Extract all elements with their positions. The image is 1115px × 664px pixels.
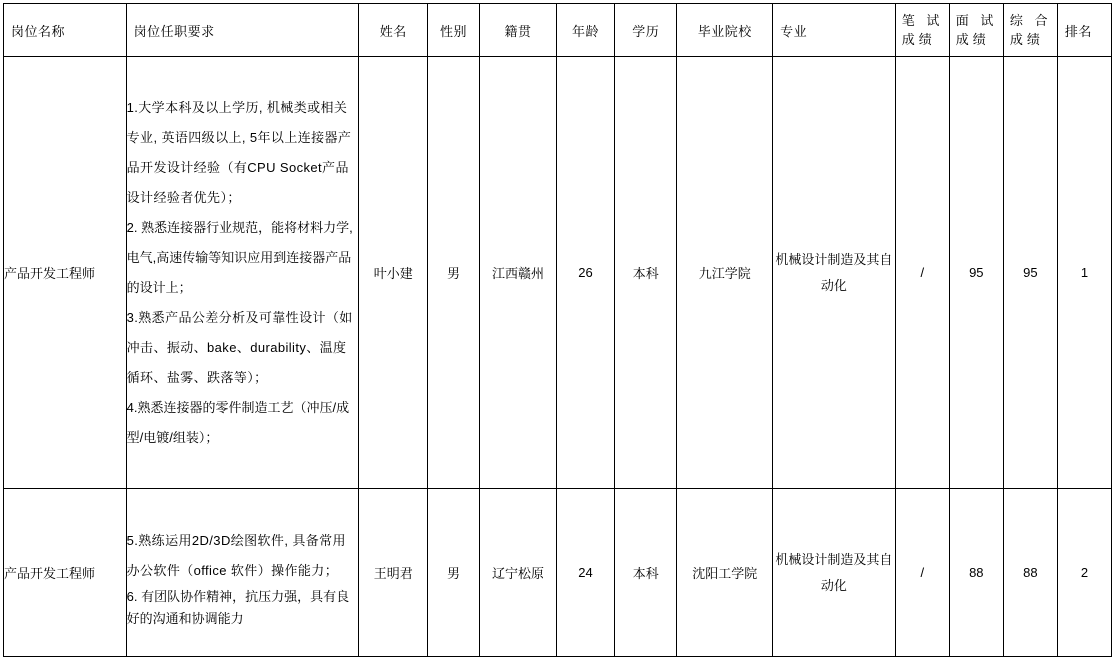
cell-rank: 1 xyxy=(1057,57,1111,489)
header-requirements: 岗位任职要求 xyxy=(126,4,359,57)
header-interview-score-line2: 成绩 xyxy=(955,32,990,47)
cell-age: 26 xyxy=(556,57,614,489)
header-total-score xyxy=(1003,4,1057,57)
cell-native-place: 江西赣州 xyxy=(480,57,557,489)
cell-gender: 男 xyxy=(428,57,480,489)
header-major: 专业 xyxy=(773,4,896,57)
table-row xyxy=(4,489,1112,657)
cell-native-place: 辽宁松原 xyxy=(480,489,557,657)
requirement-item: 2. 熟悉连接器行业规范，能将材料力学,电气,高速传输等知识应用到连接器产品的设计上； xyxy=(126,219,353,295)
requirement-item: 3.熟悉产品公差分析及可靠性设计（如冲击、振动、bake、durability、温度循环、盐雾、跌落等）； xyxy=(126,309,353,385)
cell-school: 九江学院 xyxy=(677,57,773,489)
cell-major: 机械设计制造及其自动化 xyxy=(773,57,896,489)
header-name: 姓名 xyxy=(359,4,428,57)
cell-rank: 2 xyxy=(1057,489,1111,657)
cell-name: 王明君 xyxy=(359,489,428,657)
header-post: 岗位名称 xyxy=(4,4,127,57)
cell-requirements xyxy=(126,489,359,657)
requirement-item: 5.熟练运用2D/3D绘图软件, 具备常用办公软件（office 软件）操作能力； xyxy=(126,532,346,578)
header-native-place: 籍贯 xyxy=(480,4,557,57)
cell-total-score: 88 xyxy=(1003,489,1057,657)
header-written-score-line2: 成绩 xyxy=(901,32,936,47)
header-education: 学历 xyxy=(615,4,677,57)
header-school: 毕业院校 xyxy=(677,4,773,57)
requirement-item: 6. 有团队协作精神，抗压力强，具有良好的沟通和协调能力 xyxy=(126,588,350,626)
header-written-score xyxy=(895,4,949,57)
cell-age: 24 xyxy=(556,489,614,657)
cell-interview-score: 95 xyxy=(949,57,1003,489)
cell-interview-score: 88 xyxy=(949,489,1003,657)
header-age: 年龄 xyxy=(556,4,614,57)
header-interview-score xyxy=(949,4,1003,57)
document-sheet xyxy=(3,3,1112,657)
header-gender: 性别 xyxy=(428,4,480,57)
cell-major: 机械设计制造及其自动化 xyxy=(773,489,896,657)
cell-written-score: / xyxy=(895,489,949,657)
requirement-item: 1.大学本科及以上学历, 机械类或相关专业, 英语四级以上, 5年以上连接器产品开发设计经验（有CPU Socket产品设计经验者优先）； xyxy=(126,99,352,205)
table-header-row xyxy=(4,4,1112,57)
header-total-score-line2: 成绩 xyxy=(1009,32,1044,47)
requirement-item: 4.熟悉连接器的零件制造工艺（冲压/成型/电镀/组装）； xyxy=(126,399,350,445)
cell-requirements xyxy=(126,57,359,489)
cell-gender: 男 xyxy=(428,489,480,657)
cell-school: 沈阳工学院 xyxy=(677,489,773,657)
cell-post: 产品开发工程师 xyxy=(4,489,127,657)
header-interview-score-line1: 面 试 xyxy=(955,13,998,28)
cell-total-score: 95 xyxy=(1003,57,1057,489)
cell-post: 产品开发工程师 xyxy=(4,57,127,489)
header-total-score-line1: 综 合 xyxy=(1009,13,1052,28)
recruitment-results-table xyxy=(3,3,1112,657)
cell-written-score: / xyxy=(895,57,949,489)
cell-education: 本科 xyxy=(615,57,677,489)
table-row xyxy=(4,57,1112,489)
header-rank: 排名 xyxy=(1057,4,1111,57)
header-written-score-line1: 笔 试 xyxy=(901,13,944,28)
cell-name: 叶小建 xyxy=(359,57,428,489)
cell-education: 本科 xyxy=(615,489,677,657)
